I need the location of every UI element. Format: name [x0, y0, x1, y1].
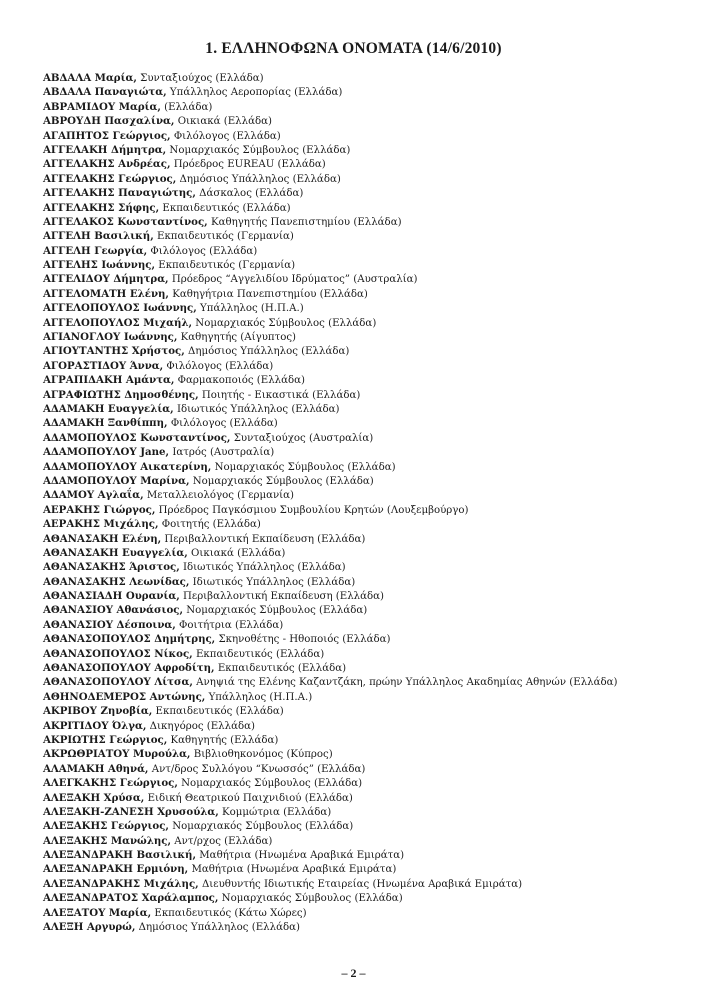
- list-item: [43, 301, 683, 315]
- entry-description: Δικηγόρος (Ελλάδα): [146, 720, 255, 732]
- entry-description: Ειδική Θεατρικού Παιχνιδιού (Ελλάδα): [144, 792, 353, 804]
- entry-name: ΑΘΑΝΑΣΟΠΟΥΛΟΥ Αφροδίτη,: [43, 662, 215, 675]
- entry-description: Φιλόλογος (Ελλάδα): [147, 245, 258, 257]
- list-item: [43, 503, 683, 517]
- entry-description: Νομαρχιακός Σύμβουλος (Ελλάδα): [189, 475, 374, 487]
- entry-description: Πρόεδρος Παγκόσμιου Συμβουλίου Κρητών (Λουξεμβούργο): [155, 504, 469, 516]
- entry-description: Φοιτητής (Ελλάδα): [158, 519, 261, 531]
- entry-name: ΑΓΡΑΠΙΔΑΚΗ Αμάντα,: [43, 374, 175, 387]
- entry-name: ΑΔΑΜΟΠΟΥΛΟΥ Αικατερίνη,: [43, 460, 212, 473]
- list-item: [43, 330, 683, 344]
- entry-name: ΑΓΓΕΛΑΚΗΣ Σήφης,: [43, 201, 160, 214]
- list-item: [43, 791, 683, 805]
- list-item: [43, 618, 683, 632]
- entry-name: ΑΛΕΞΑΝΔΡΑΚΗΣ Μιχάλης,: [43, 877, 199, 890]
- entry-name: ΑΘΑΝΑΣΙΟΥ Δέσποινα,: [43, 618, 176, 631]
- entry-name: ΑΘΑΝΑΣΑΚΗΣ Λεωνίδας,: [43, 575, 190, 588]
- list-item: [43, 762, 683, 776]
- entry-name: ΑΛΕΞΑΝΔΡΑΚΗ Βασιλική,: [43, 849, 197, 862]
- entry-description: Δάσκαλος (Ελλάδα): [195, 188, 304, 200]
- entry-description: Νομαρχιακός Σύμβουλος (Ελλάδα): [211, 461, 396, 473]
- entry-description: Εκπαιδευτικός (Ελλάδα): [192, 648, 325, 660]
- list-item: [43, 215, 683, 229]
- list-item: [43, 460, 683, 474]
- entry-description: Υπάλληλος (Η.Π.Α.): [196, 303, 304, 315]
- list-item: [43, 71, 683, 85]
- list-item: [43, 201, 683, 215]
- list-item: [43, 834, 683, 848]
- list-item: [43, 862, 683, 876]
- list-item: [43, 359, 683, 373]
- list-item: [43, 848, 683, 862]
- entry-name: ΑΓΓΕΛΑΚΟΣ Κωνσταντίνος,: [43, 215, 208, 228]
- entry-description: Εκπαιδευτικός (Ελλάδα): [214, 663, 347, 675]
- list-item: [43, 229, 683, 243]
- page-number: – 2 –: [341, 966, 366, 980]
- entry-name: ΑΒΡΑΜΙΔΟΥ Μαρία,: [43, 100, 161, 113]
- list-item: [43, 532, 683, 546]
- entry-description: Νομαρχιακός Σύμβουλος (Ελλάδα): [192, 317, 377, 329]
- entry-description: Εκπαιδευτικός (Ελλάδα): [159, 202, 291, 214]
- entry-description: Μαθήτρια (Ηνωμένα Αραβικά Εμιράτα): [196, 850, 405, 862]
- entry-description: Εκπαιδευτικός (Γερμανία): [155, 260, 296, 272]
- list-item: [43, 157, 683, 171]
- entry-name: ΑΓΓΕΛΙΔΟΥ Δήμητρα,: [43, 273, 169, 286]
- entry-description: Καθηγήτρια Πανεπιστημίου (Ελλάδα): [168, 288, 368, 300]
- list-item: [43, 287, 683, 301]
- entry-name: ΑΛΕΞΑΚΗ Χρύσα,: [43, 791, 145, 804]
- entry-name: ΑΒΔΑΛΑ Παναγιώτα,: [43, 86, 167, 99]
- entry-description: Αντ/δρος Συλλόγου “Κνωσσός” (Ελλάδα): [148, 763, 366, 775]
- page-title: 1. ΕΛΛΗΝΟΦΩΝΑ ΟΝΟΜΑΤΑ (14/6/2010): [205, 40, 502, 57]
- entry-name: ΑΚΡΙΤΙΔΟΥ Όλγα,: [43, 719, 147, 732]
- list-item: [43, 920, 683, 934]
- list-item: [43, 589, 683, 603]
- entry-description: Καθηγητής (Ελλάδα): [167, 734, 279, 746]
- list-item: [43, 272, 683, 286]
- list-item: [43, 632, 683, 646]
- entry-description: Ανηψιά της Ελένης Καζαντζάκη, πρώην Υπάλληλος Ακαδημίας Αθηνών (Ελλάδα): [192, 677, 618, 689]
- entry-name: ΑΓΓΕΛΗ Γεωργία,: [43, 244, 148, 257]
- entry-name: ΑΓΓΕΛΗΣ Ιωάννης,: [43, 259, 156, 272]
- entry-name: ΑΓΓΕΛΟΠΟΥΛΟΣ Μιχαήλ,: [43, 316, 193, 329]
- entry-description: Ιδιωτικός Υπάλληλος (Ελλάδα): [189, 576, 356, 588]
- list-item: [43, 373, 683, 387]
- entry-description: (Ελλάδα): [160, 101, 213, 113]
- entry-description: Εκπαιδευτικός (Ελλάδα): [152, 706, 284, 718]
- list-item: [43, 877, 683, 891]
- list-item: [43, 776, 683, 790]
- list-item: [43, 675, 683, 689]
- entry-description: Φιλόλογος (Ελλάδα): [170, 130, 281, 142]
- list-item: [43, 560, 683, 574]
- entry-name: ΑΘΑΝΑΣΟΠΟΥΛΟΣ Δημήτρης,: [43, 633, 216, 646]
- entry-name: ΑΓΓΕΛΟΠΟΥΛΟΣ Ιωάννης,: [43, 302, 197, 315]
- list-item: [43, 445, 683, 459]
- entry-name: ΑΛΑΜΑΚΗ Αθηνά,: [43, 762, 149, 775]
- entry-description: Οικιακά (Ελλάδα): [174, 116, 272, 128]
- entry-name: ΑΓΡΑΦΙΩΤΗΣ Δημοσθένης,: [43, 388, 199, 401]
- entry-description: Περιβαλλοντική Εκπαίδευση (Ελλάδα): [161, 533, 366, 545]
- entry-description: Διευθυντής Ιδιωτικής Εταιρείας (Ηνωμένα Αραβικά Εμιράτα): [198, 878, 523, 890]
- list-item: [43, 661, 683, 675]
- entry-name: ΑΓΙΑΝΟΓΛΟΥ Ιωάννης,: [43, 331, 178, 344]
- list-item: [43, 258, 683, 272]
- entry-name: ΑΛΕΞΑΚΗ-ΖΑΝΕΣΗ Χρυσούλα,: [43, 805, 219, 818]
- entry-name: ΑΛΕΞΑΝΔΡΑΚΗ Ερμιόνη,: [43, 863, 189, 876]
- entry-description: Περιβαλλοντική Εκπαίδευση (Ελλάδα): [179, 591, 384, 603]
- entry-name: ΑΛΕΞΑΤΟΥ Μαρία,: [43, 906, 152, 919]
- entry-name: ΑΘΑΝΑΣΑΚΗΣ Άριστος,: [43, 561, 180, 574]
- entry-name: ΑΛΕΞΗ Αργυρώ,: [43, 921, 136, 934]
- entry-description: Καθηγητής Πανεπιστημίου (Ελλάδα): [207, 216, 402, 228]
- list-item: [43, 100, 683, 114]
- list-item: [43, 344, 683, 358]
- entry-name: ΑΔΑΜΟΥ Αγλαΐα,: [43, 489, 144, 502]
- entry-description: Κομμώτρια (Ελλάδα): [218, 806, 332, 818]
- list-item: [43, 143, 683, 157]
- entry-name: ΑΚΡΙΩΤΗΣ Γεώργιος,: [43, 733, 168, 746]
- entry-description: Φιλόλογος (Ελλάδα): [163, 360, 274, 372]
- entry-description: Εκπαιδευτικός (Κάτω Χώρες): [151, 907, 307, 919]
- entry-description: Αντ/ρχος (Ελλάδα): [171, 835, 273, 847]
- entry-description: Ιδιωτικός Υπάλληλος (Ελλάδα): [179, 562, 346, 574]
- list-item: [43, 172, 683, 186]
- list-item: [43, 244, 683, 258]
- entry-name: ΑΛΕΓΚΑΚΗΣ Γεώργιος,: [43, 777, 178, 790]
- entry-name: ΑΔΑΜΟΠΟΥΛΟΣ Κωνσταντίνος,: [43, 431, 231, 444]
- entry-name: ΑΓΑΠΗΤΟΣ Γεώργιος,: [43, 129, 171, 142]
- list-item: [43, 575, 683, 589]
- entry-description: Συνταξιούχος (Ελλάδα): [136, 73, 264, 84]
- entry-description: Νομαρχιακός Σύμβουλος (Ελλάδα): [218, 893, 403, 905]
- list-item: [43, 186, 683, 200]
- list-item: [43, 733, 683, 747]
- entry-name: ΑΚΡΙΒΟΥ Ζηνοβία,: [43, 705, 153, 718]
- entry-description: Βιβλιοθηκονόμος (Κύπρος): [190, 749, 333, 761]
- list-item: [43, 402, 683, 416]
- entry-description: Ιατρός (Αυστραλία): [169, 447, 275, 459]
- entry-name: ΑΘΑΝΑΣΟΠΟΥΛΟΥ Λίτσα,: [43, 676, 193, 689]
- list-item: [43, 747, 683, 761]
- list-item: [43, 316, 683, 330]
- list-item: [43, 704, 683, 718]
- entry-description: Φαρμακοποιός (Ελλάδα): [174, 375, 305, 387]
- entry-name: ΑΓΓΕΛΗ Βασιλική,: [43, 230, 154, 243]
- entry-description: Δημόσιος Υπάλληλος (Ελλάδα): [135, 922, 300, 934]
- entry-description: Οικιακά (Ελλάδα): [187, 547, 286, 559]
- entry-description: Υπάλληλος (Η.Π.Α.): [205, 691, 313, 703]
- list-item: [43, 891, 683, 905]
- entry-name: ΑΛΕΞΑΝΔΡΑΤΟΣ Χαράλαμπος,: [43, 892, 219, 905]
- entry-name: ΑΓΙΟΥΤΑΝΤΗΣ Χρήστος,: [43, 345, 185, 358]
- list-item: [43, 488, 683, 502]
- list-item: [43, 85, 683, 99]
- entry-name: ΑΓΓΕΛΟΜΑΤΗ Ελένη,: [43, 287, 169, 300]
- entry-name: ΑΒΡΟΥΔΗ Πασχαλίνα,: [43, 115, 175, 128]
- list-item: [43, 546, 683, 560]
- entry-description: Νομαρχιακός Σύμβουλος (Ελλάδα): [168, 821, 354, 833]
- entry-description: Πρόεδρος EUREAU (Ελλάδα): [170, 159, 326, 171]
- list-item: [43, 431, 683, 445]
- entry-name: ΑΕΡΑΚΗΣ Μιχάλης,: [43, 518, 159, 531]
- entry-name: ΑΘΑΝΑΣΟΠΟΥΛΟΣ Νίκος,: [43, 647, 193, 660]
- list-item: [43, 647, 683, 661]
- list-item: [43, 517, 683, 531]
- entry-name: ΑΘΑΝΑΣΙΑΔΗ Ουρανία,: [43, 590, 180, 603]
- entry-name: ΑΒΔΑΛΑ Μαρία,: [43, 72, 137, 84]
- entry-name: ΑΔΑΜΑΚΗ Ξανθίππη,: [43, 417, 168, 430]
- entry-name: ΑΚΡΩΘΡΙΑΤΟΥ Μυρούλα,: [43, 748, 191, 761]
- entry-description: Νομαρχιακός Σύμβουλος (Ελλάδα): [183, 605, 368, 617]
- list-item: [43, 719, 683, 733]
- entry-description: Πρόεδρος “Αγγελιδίου Ιδρύματος” (Αυστραλία): [168, 274, 418, 286]
- name-list: [43, 71, 683, 934]
- entry-description: Σκηνοθέτης - Ηθοποιός (Ελλάδα): [215, 634, 391, 646]
- list-item: [43, 388, 683, 402]
- entry-name: ΑΔΑΜΟΠΟΥΛΟΥ Jane,: [43, 446, 170, 459]
- entry-description: Μεταλλειολόγος (Γερμανία): [143, 490, 295, 502]
- entry-name: ΑΘΑΝΑΣΙΟΥ Αθανάσιος,: [43, 604, 183, 617]
- list-item: [43, 603, 683, 617]
- entry-name: ΑΓΟΡΑΣΤΙΔΟΥ Άννα,: [43, 359, 164, 372]
- entry-name: ΑΔΑΜΟΠΟΥΛΟΥ Μαρίνα,: [43, 474, 190, 487]
- list-item: [43, 819, 683, 833]
- entry-name: ΑΓΓΕΛΑΚΗ Δήμητρα,: [43, 143, 167, 156]
- entry-name: ΑΘΑΝΑΣΑΚΗ Ευαγγελία,: [43, 546, 188, 559]
- list-item: [43, 129, 683, 143]
- entry-description: Ποιητής - Εικαστικά (Ελλάδα): [198, 389, 361, 401]
- list-item: [43, 805, 683, 819]
- entry-description: Καθηγητής (Αίγυπτος): [177, 332, 297, 344]
- entry-description: Νομαρχιακός Σύμβουλος (Ελλάδα): [166, 144, 351, 156]
- entry-name: ΑΘΑΝΑΣΑΚΗ Ελένη,: [43, 532, 162, 545]
- entry-name: ΑΔΑΜΑΚΗ Ευαγγελία,: [43, 402, 174, 415]
- list-item: [43, 416, 683, 430]
- entry-description: Δημόσιος Υπάλληλος (Ελλάδα): [176, 173, 341, 185]
- list-item: [43, 474, 683, 488]
- entry-name: ΑΓΓΕΛΑΚΗΣ Παναγιώτης,: [43, 187, 196, 200]
- entry-description: Νομαρχιακός Σύμβουλος (Ελλάδα): [177, 778, 363, 790]
- entry-description: Υπάλληλος Αεροπορίας (Ελλάδα): [166, 87, 343, 99]
- entry-description: Συνταξιούχος (Αυστραλία): [230, 432, 374, 444]
- list-item: [43, 690, 683, 704]
- entry-name: ΑΓΓΕΛΑΚΗΣ Ανδρέας,: [43, 158, 171, 171]
- entry-name: ΑΓΓΕΛΑΚΗΣ Γεώργιος,: [43, 172, 177, 185]
- entry-name: ΑΕΡΑΚΗΣ Γιώργος,: [43, 503, 156, 516]
- list-item: [43, 906, 683, 920]
- entry-description: Φιλόλογος (Ελλάδα): [167, 418, 278, 430]
- entry-description: Ιδιωτικός Υπάλληλος (Ελλάδα): [173, 403, 340, 415]
- entry-name: ΑΛΕΞΑΚΗΣ Μανώλης,: [43, 834, 172, 847]
- entry-description: Δημόσιος Υπάλληλος (Ελλάδα): [184, 346, 350, 358]
- entry-description: Εκπαιδευτικός (Γερμανία): [153, 231, 294, 243]
- entry-name: ΑΛΕΞΑΚΗΣ Γεώργιος,: [43, 820, 169, 833]
- list-item: [43, 114, 683, 128]
- entry-name: ΑΘΗΝΟΔΕΜΕΡΟΣ Αντώνης,: [43, 690, 206, 703]
- entry-description: Φοιτήτρια (Ελλάδα): [175, 619, 284, 631]
- entry-description: Μαθήτρια (Ηνωμένα Αραβικά Εμιράτα): [188, 864, 397, 876]
